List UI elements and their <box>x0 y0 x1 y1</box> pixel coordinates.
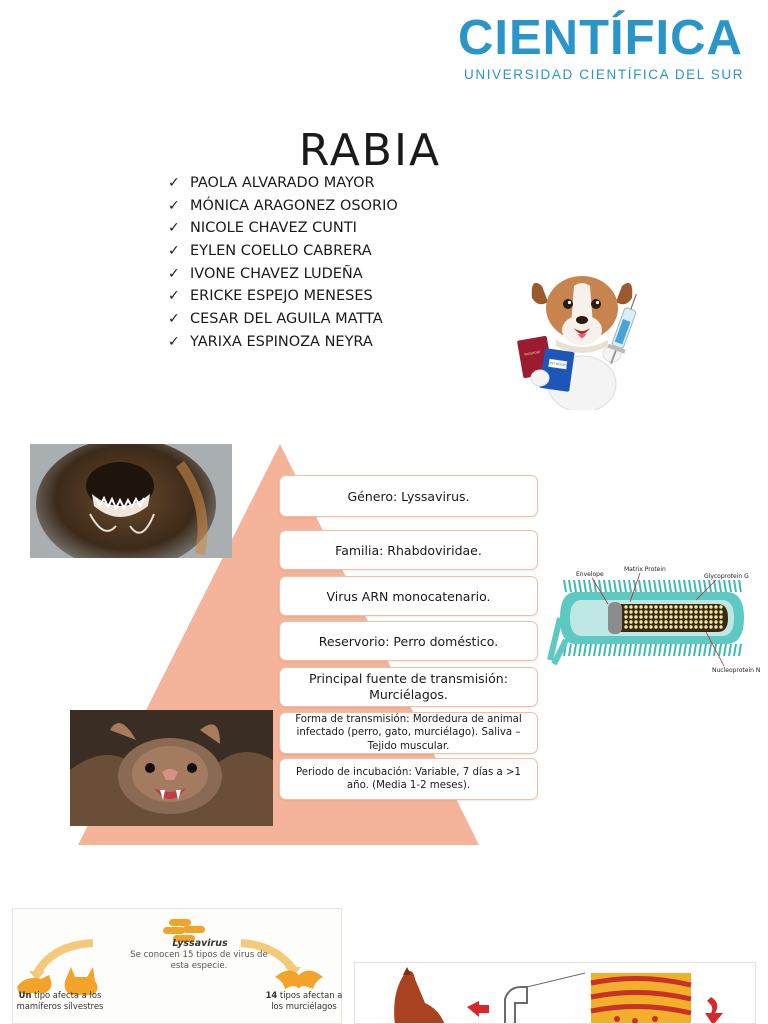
checkmark-icon: ✓ <box>168 333 180 350</box>
caption-rest: tipos afectan a los murciélagos <box>271 990 343 1011</box>
author-name: ERICKE ESPEJO MENESES <box>190 288 373 305</box>
checkmark-icon: ✓ <box>168 311 180 328</box>
checkmark-icon: ✓ <box>168 197 180 214</box>
checkmark-icon: ✓ <box>168 243 180 260</box>
lyssavirus-description: Se conocen 15 tipos de virus de esta especie. <box>130 950 268 971</box>
caption-rest: tipo afecta a los mamíferos silvestres <box>16 990 104 1011</box>
author-name: YARIXA ESPINOZA NEYRA <box>190 333 373 350</box>
box-text: Principal fuente de transmisión: Murciélagos. <box>309 671 508 702</box>
logo-subtitle: UNIVERSIDAD CIENTÍFICA DEL SUR <box>464 67 745 82</box>
caption-strong: 14 <box>265 990 278 1000</box>
box-text: Reservorio: Perro doméstico. <box>318 633 499 649</box>
author-name: EYLEN COELLO CABRERA <box>190 243 372 260</box>
rabid-dog-photo <box>30 444 232 558</box>
author-name: IVONE CHAVEZ LUDEÑA <box>190 265 363 282</box>
author-item <box>168 217 398 240</box>
slide-title: RABIA <box>298 125 442 177</box>
author-item <box>168 195 398 218</box>
logo-wordmark: CIENTÍFICA <box>458 11 743 65</box>
pyramid-box-main-source <box>279 667 538 707</box>
pyramid-box-reservoir <box>279 621 538 661</box>
box-text: Periodo de incubación: Variable, 7 días a >1 año. (Media 1-2 meses). <box>295 766 522 791</box>
wild-mammals-caption <box>14 990 106 1012</box>
rabies-virus-diagram <box>546 560 762 682</box>
label-nucleoprotein: Nucleoprotein N <box>712 667 761 674</box>
box-text: Género: Lyssavirus. <box>347 488 470 504</box>
box-text: Virus ARN monocatenario. <box>326 588 491 604</box>
vampire-bat-photo <box>70 710 273 826</box>
label-matrix-protein: Matrix Protein <box>624 566 666 573</box>
pyramid-box-family <box>279 530 538 570</box>
author-item <box>168 285 398 308</box>
checkmark-icon: ✓ <box>168 175 180 191</box>
passport-text: PASSPORT <box>524 349 541 357</box>
pyramid-box-genus <box>279 475 538 517</box>
author-name: PAOLA ALVARADO MAYOR <box>190 175 375 191</box>
pyramid-box-transmission <box>279 712 538 754</box>
author-item <box>168 263 398 286</box>
box-text: Familia: Rhabdoviridae. <box>335 542 482 558</box>
author-name: NICOLE CHAVEZ CUNTI <box>190 220 357 237</box>
pyramid-box-incubation <box>279 758 538 800</box>
author-item <box>168 240 398 263</box>
author-item <box>168 331 398 354</box>
transmission-cycle-illustration <box>354 962 756 1024</box>
pet-passport-text: PET PASSPORT <box>549 360 571 368</box>
author-name: CESAR DEL AGUILA MATTA <box>190 311 383 328</box>
bats-caption <box>262 990 346 1012</box>
lyssavirus-label: Lyssavirus <box>172 938 228 949</box>
cycle-art <box>355 963 756 1024</box>
checkmark-icon: ✓ <box>168 265 180 282</box>
author-item <box>168 172 398 195</box>
label-glycoprotein: Glycoprotein G <box>704 573 749 580</box>
label-envelope: Envelope <box>576 571 604 578</box>
dog-vaccine-cartoon <box>512 268 652 410</box>
checkmark-icon: ✓ <box>168 288 180 305</box>
checkmark-icon: ✓ <box>168 220 180 237</box>
caption-strong: Un <box>18 990 32 1000</box>
author-item <box>168 308 398 331</box>
author-list <box>168 172 398 354</box>
box-text: Forma de transmisión: Mordedura de animal infectado (perro, gato, murciélago). Saliva – Tejido muscular. <box>295 713 522 752</box>
pyramid-box-virus-type <box>279 576 538 616</box>
author-name: MÓNICA ARAGONEZ OSORIO <box>190 197 398 214</box>
